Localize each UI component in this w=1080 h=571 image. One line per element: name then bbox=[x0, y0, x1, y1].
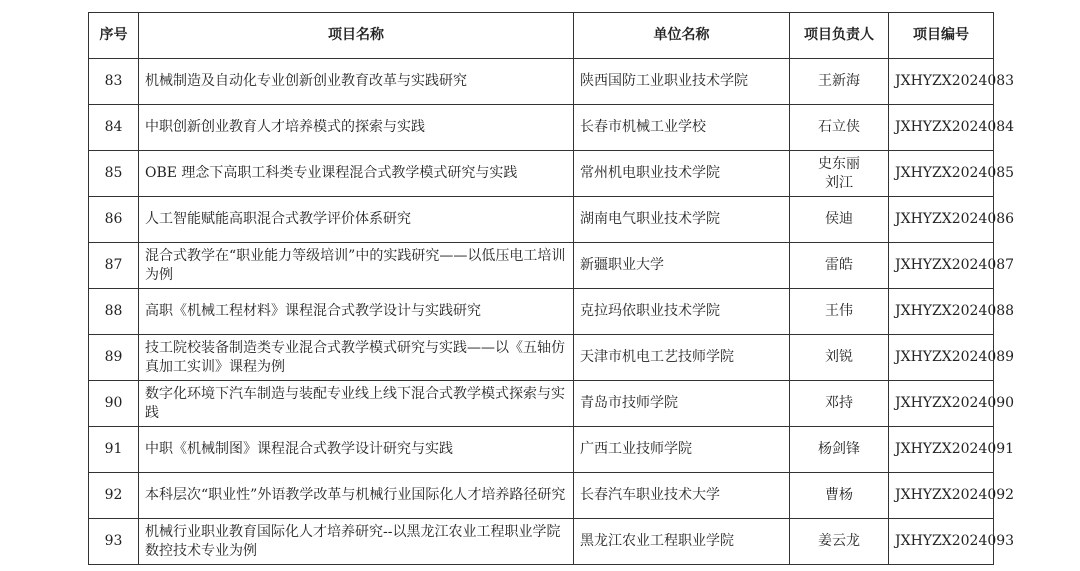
row-project-name: OBE 理念下高职工科类专业课程混合式教学模式研究与实践 bbox=[139, 151, 574, 197]
row-seq: 89 bbox=[89, 335, 139, 381]
row-organization: 青岛市技师学院 bbox=[574, 381, 790, 427]
leader-name: 王伟 bbox=[825, 303, 853, 319]
table-row bbox=[89, 381, 994, 427]
row-seq: 83 bbox=[89, 59, 139, 105]
row-seq: 87 bbox=[89, 243, 139, 289]
table-row bbox=[89, 151, 994, 197]
row-seq: 85 bbox=[89, 151, 139, 197]
row-project-name: 数字化环境下汽车制造与装配专业线上线下混合式教学模式探索与实践 bbox=[139, 381, 574, 427]
table-row bbox=[89, 243, 994, 289]
table-body bbox=[89, 59, 1015, 565]
row-seq: 93 bbox=[89, 519, 139, 565]
row-code: JXHYZX2024086 bbox=[889, 197, 994, 243]
row-code: JXHYZX2024087 bbox=[889, 243, 994, 289]
leader-name: 刘江 bbox=[825, 174, 853, 191]
row-code: JXHYZX2024089 bbox=[889, 335, 994, 381]
table-row bbox=[89, 105, 994, 151]
row-project-name: 技工院校装备制造类专业混合式教学模式研究与实践——以《五轴仿真加工实训》课程为例 bbox=[139, 335, 574, 381]
row-leader bbox=[790, 335, 889, 381]
row-leader bbox=[790, 243, 889, 289]
row-seq: 92 bbox=[89, 473, 139, 519]
table-row bbox=[89, 427, 994, 473]
row-seq: 84 bbox=[89, 105, 139, 151]
table-row bbox=[89, 59, 994, 105]
leader-name: 侯迪 bbox=[825, 211, 853, 227]
table-row bbox=[89, 519, 994, 565]
row-seq: 88 bbox=[89, 289, 139, 335]
table-header-row bbox=[89, 13, 994, 59]
row-project-name: 混合式教学在“职业能力等级培训”中的实践研究——以低压电工培训为例 bbox=[139, 243, 574, 289]
row-organization: 黑龙江农业工程职业学院 bbox=[574, 519, 790, 565]
row-organization: 天津市机电工艺技师学院 bbox=[574, 335, 790, 381]
table-row bbox=[89, 473, 994, 519]
row-leader bbox=[790, 197, 889, 243]
row-organization: 长春汽车职业技术大学 bbox=[574, 473, 790, 519]
row-seq: 90 bbox=[89, 381, 139, 427]
row-leader bbox=[790, 289, 889, 335]
row-code: JXHYZX2024093 bbox=[889, 519, 994, 565]
row-code: JXHYZX2024084 bbox=[889, 105, 994, 151]
leader-name: 史东丽 bbox=[818, 155, 860, 172]
row-leader bbox=[790, 381, 889, 427]
leader-name: 杨剑锋 bbox=[818, 441, 860, 457]
row-code: JXHYZX2024091 bbox=[889, 427, 994, 473]
row-leader bbox=[790, 151, 889, 197]
header-project-name: 项目名称 bbox=[139, 13, 574, 59]
header-organization: 单位名称 bbox=[574, 13, 790, 59]
row-seq: 91 bbox=[89, 427, 139, 473]
table-row bbox=[89, 197, 994, 243]
row-leader bbox=[790, 473, 889, 519]
row-project-name: 中职《机械制图》课程混合式教学设计研究与实践 bbox=[139, 427, 574, 473]
row-code: JXHYZX2024085 bbox=[889, 151, 994, 197]
table-row bbox=[89, 289, 994, 335]
row-project-name: 中职创新创业教育人才培养模式的探索与实践 bbox=[139, 105, 574, 151]
row-organization: 新疆职业大学 bbox=[574, 243, 790, 289]
row-project-name: 高职《机械工程材料》课程混合式教学设计与实践研究 bbox=[139, 289, 574, 335]
leader-name: 邓持 bbox=[825, 395, 853, 411]
row-project-name: 机械制造及自动化专业创新创业教育改革与实践研究 bbox=[139, 59, 574, 105]
row-code: JXHYZX2024083 bbox=[889, 59, 994, 105]
leader-name: 曹杨 bbox=[825, 487, 853, 503]
row-seq: 86 bbox=[89, 197, 139, 243]
row-code: JXHYZX2024092 bbox=[889, 473, 994, 519]
header-leader: 项目负责人 bbox=[790, 13, 889, 59]
row-leader bbox=[790, 105, 889, 151]
row-code: JXHYZX2024090 bbox=[889, 381, 994, 427]
row-code: JXHYZX2024088 bbox=[889, 289, 994, 335]
row-organization: 常州机电职业技术学院 bbox=[574, 151, 790, 197]
leader-name: 雷皓 bbox=[825, 257, 853, 273]
leader-name: 石立侠 bbox=[818, 119, 860, 135]
leader-name: 王新海 bbox=[818, 73, 860, 89]
row-organization: 长春市机械工业学校 bbox=[574, 105, 790, 151]
table-row bbox=[89, 335, 994, 381]
row-leader bbox=[790, 427, 889, 473]
leader-name: 刘锐 bbox=[825, 349, 853, 365]
header-seq: 序号 bbox=[89, 13, 139, 59]
row-organization: 湖南电气职业技术学院 bbox=[574, 197, 790, 243]
row-project-name: 人工智能赋能高职混合式教学评价体系研究 bbox=[139, 197, 574, 243]
row-project-name: 本科层次“职业性”外语教学改革与机械行业国际化人才培养路径研究 bbox=[139, 473, 574, 519]
row-project-name: 机械行业职业教育国际化人才培养研究--以黑龙江农业工程职业学院数控技术专业为例 bbox=[139, 519, 574, 565]
row-leader bbox=[790, 519, 889, 565]
row-organization: 克拉玛依职业技术学院 bbox=[574, 289, 790, 335]
project-table bbox=[88, 12, 1015, 565]
leader-name: 姜云龙 bbox=[818, 533, 860, 549]
row-organization: 广西工业技师学院 bbox=[574, 427, 790, 473]
row-leader bbox=[790, 59, 889, 105]
row-organization: 陕西国防工业职业技术学院 bbox=[574, 59, 790, 105]
header-code: 项目编号 bbox=[889, 13, 994, 59]
